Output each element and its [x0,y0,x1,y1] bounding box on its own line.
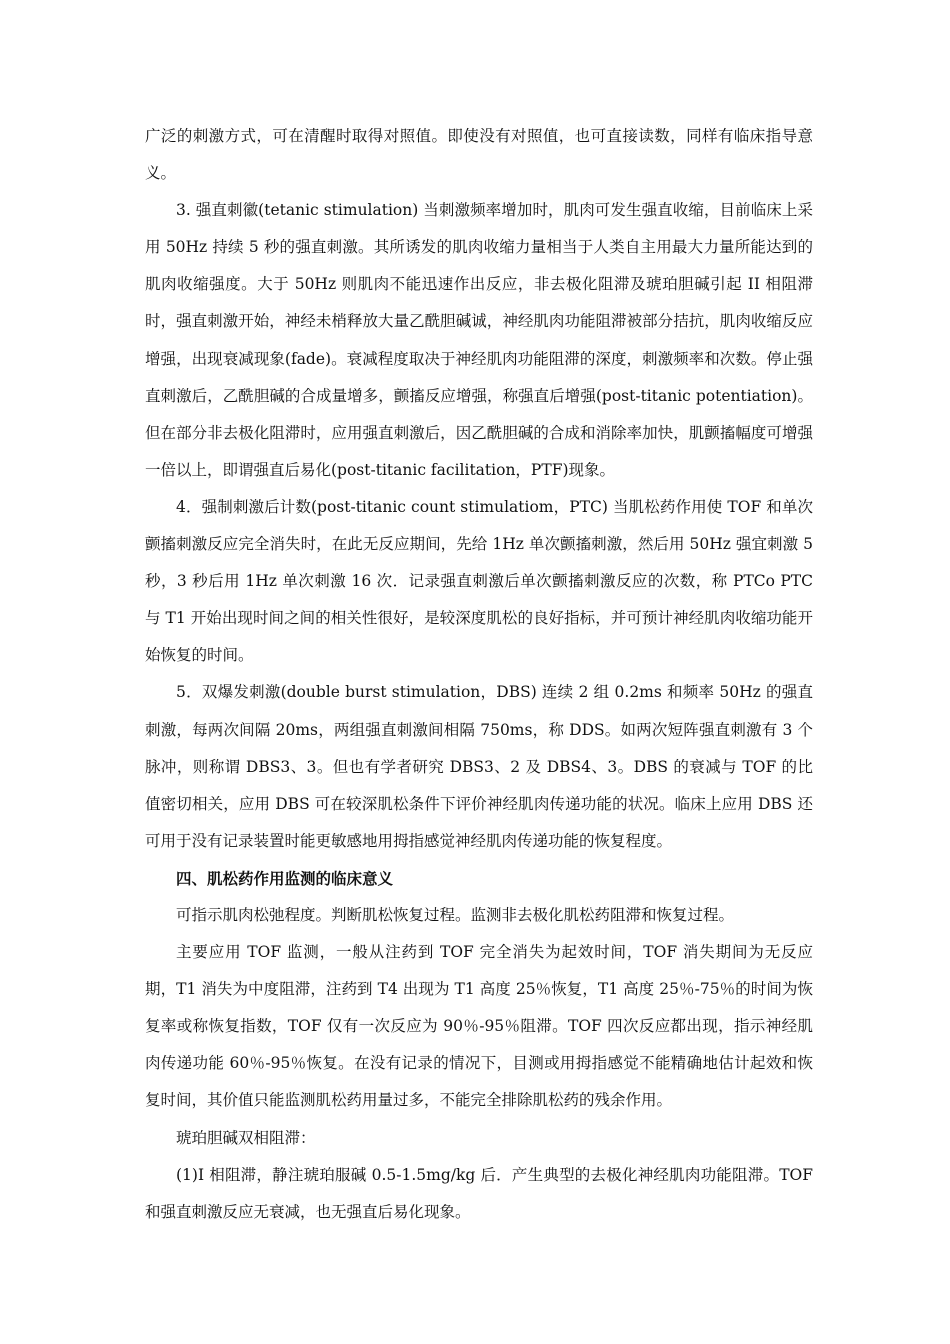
paragraph-post-tetanic-count: 4．强制刺激后计数(post-titanic count stimulatiom，PTC) 当肌松药作用使 TOF 和单次颤搐刺激反应完全消失时，在此无反应期间，先给 1Hz 单次颤搐刺激，然后用 50Hz 强宜刺激 5 秒，3 秒后用 1Hz 单次刺激 16 次．记录强直刺激后单次颤搐刺激反应的次数，称 PTCo PTC 与 T1 开始出现时间之间的相关性很好，是较深度肌松的良好指标，并可预计神经肌肉收缩功能开始恢复的时间。 [145,497,813,665]
paragraph-double-burst-stimulation: 5．双爆发刺激(double burst stimulation，DBS) 连续 2 组 0.2ms 和频率 50Hz 的强直刺激，每两次间隔 20ms，两组强直刺激间相隔 750ms，称 DDS。如两次短阵强直刺激有 3 个脉冲，则称谓 DBS3、3。但也有学者研究 DBS3、2 及 DBS4、3。DBS 的衰减与 TOF 的比值密切相关，应用 DBS 可在较深肌松条件下评价神经肌肉传递功能的状况。临床上应用 DBS 还可用于没有记录装置时能更敏感地用拇指感觉神经肌肉传递功能的恢复程度。 [145,683,813,850]
paragraph-continuation: 广泛的刺激方式，可在清醒时取得对照值。即使没有对照值，也可直接读数，同样有临床指导意义。 [145,127,813,183]
paragraph-dual-block-title: 琥珀胆碱双相阻滞： [176,1128,316,1147]
paragraph-tetanic-stimulation: 3. 强直刺徽(tetanic stimulation) 当刺激频率增加时，肌肉可发生强直收缩，目前临床上采用 50Hz 持续 5 秒的强直刺激。其所诱发的肌肉收缩力量相当于人类自主用最大力量所能达到的肌肉收缩强度。大于 50Hz 则肌肉不能迅速作出反应，非去极化阻滞及琥珀胆碱引起 II 相阻滞时，强直刺激开始，神经未梢释放大量乙酰胆碱诚，神经肌肉功能阻滞被部分拮抗，肌肉收缩反应增强，出现衰减现象(fade)。衰减程度取决于神经肌肉功能阻滞的深度，刺激频率和次数。停止强直刺激后，乙酰胆碱的合成量增多，颤搐反应增强，称强直后增强(post-titanic potentiation)。但在部分非去极化阻滞时，应用强直刺激后，因乙酰胆碱的合成和消除率加快，肌颤搐幅度可增强一倍以上，即谓强直后易化(post-titanic facilitation，PTF)现象。 [145,201,813,479]
paragraph-tof-monitoring: 主要应用 TOF 监测，一般从注药到 TOF 完全消失为起效时间，TOF 消失期间为无反应期，T1 消失为中度阻滞，注药到 T4 出现为 T1 高度 25％恢复，T1 高度 25％-75％的时间为恢复率或称恢复指数，TOF 仅有一次反应为 90％-95％阻滞。TOF 四次反应都出现，指示神经肌肉传递功能 60％-95％恢复。在没有记录的情况下，目测或用拇指感觉不能精确地估计起效和恢复时间，其价值只能监测肌松药用量过多，不能完全排除肌松药的残余作用。 [145,943,813,1110]
paragraph-clinical-significance: 可指示肌肉松弛程度。判断肌松恢复过程。监测非去极化肌松药阻滞和恢复过程。 [176,905,735,924]
document-page [145,118,813,1231]
section-heading: 四、肌松药作用监测的临床意义 [176,868,394,888]
paragraph-phase-one-block: (1)I 相阻滞，静注琥珀服碱 0.5-1.5mg/kg 后．产生典型的去极化神经肌肉功能阻滞。TOF 和强直刺激反应无衰减，也无强直后易化现象。 [145,1165,813,1221]
